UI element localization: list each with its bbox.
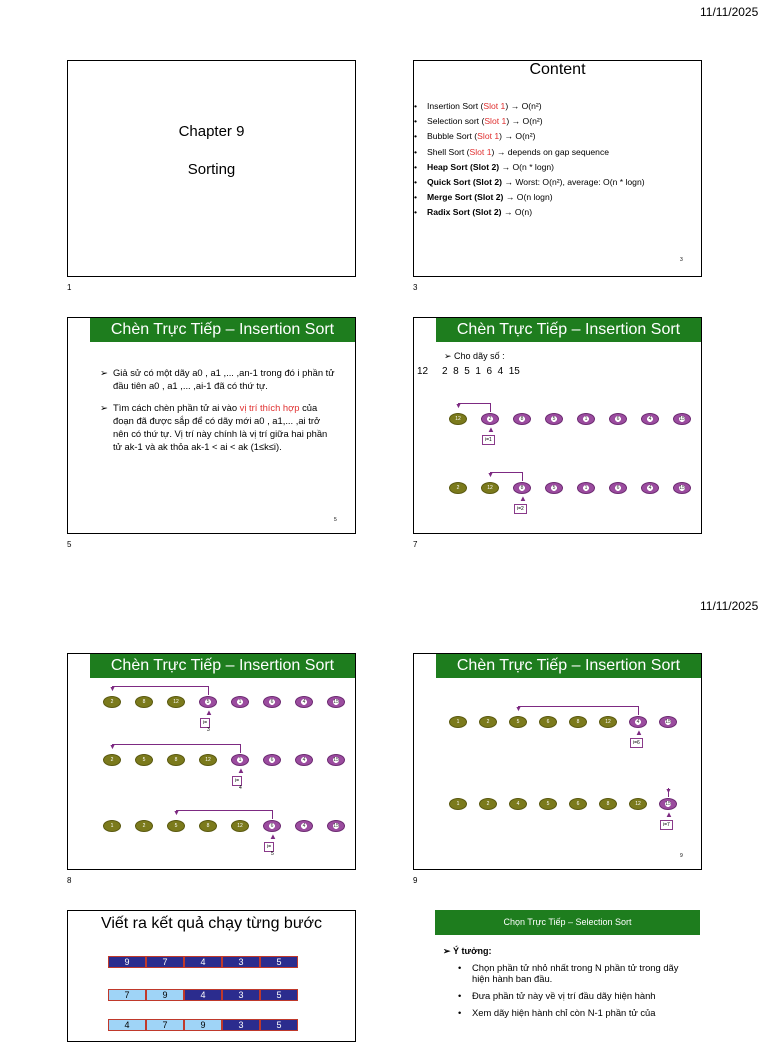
array-element: 1 <box>231 754 249 766</box>
step-index-label: i=6 <box>630 738 643 748</box>
bullet-text: Tìm cách chèn phần tử ai vào vị trí thích hợp của đoạn đã được sắp để có dãy mới a0 , a1,... ,ai trở nên có thứ tự. Vị trí này chính là vị trí giữa hai phần tử ak-1 và ak thỏa ak-1 < ai < ak (1≤k≤i). <box>113 401 328 453</box>
chapter-label: Chapter 9 <box>178 123 245 140</box>
arrow-down-icon: ▼ <box>173 810 180 817</box>
array-element: 15 <box>327 696 345 708</box>
array-element: 2 <box>103 696 121 708</box>
slide-title: Chèn Trực Tiếp – Insertion Sort <box>90 318 355 342</box>
bullet-text: Giả sử có một dãy a0 , a1 ,... ,an-1 trong đó i phần tử đầu tiên a0 , a1 ,... ,ai-1 đã có thứ tự. <box>113 367 335 392</box>
array-element: 1 <box>103 820 121 832</box>
array-element: 5 <box>167 820 185 832</box>
array-cell: 4 <box>108 1019 146 1031</box>
array-row <box>108 989 298 1001</box>
dot-bullet-icon: • <box>414 101 418 111</box>
slide-title: Viết ra kết quả chạy từng bước <box>100 915 323 932</box>
idea-list: • Chọn phần tử nhỏ nhất trong N phần tử trong dãy hiện hành ban đầu. • Đưa phần tử này về vị trí đầu dãy hiện hành • Xem dãy hiện hành chỉ còn N-1 phần tử của <box>458 962 679 1018</box>
array-element: 12 <box>629 798 647 810</box>
dot-bullet-icon: • <box>414 207 418 218</box>
dot-bullet-icon: • <box>414 131 418 142</box>
arrow-up-icon: ▲ <box>665 810 673 819</box>
arrow-down-icon: ▼ <box>109 686 116 693</box>
array-element: 12 <box>231 820 249 832</box>
array-cell: 7 <box>146 1019 184 1031</box>
array-element: 8 <box>199 820 217 832</box>
step-index-label: i=7 <box>660 820 673 830</box>
step-index-label: i= <box>200 718 210 728</box>
arrow-up-icon: ▲ <box>205 708 213 717</box>
step-row <box>414 782 701 842</box>
array-row <box>108 1019 298 1031</box>
step-row <box>414 403 701 443</box>
dot-bullet-icon: • <box>414 177 418 188</box>
content-item: • Selection sort (Slot 1) → O(n²) <box>414 114 701 129</box>
array-element: 12 <box>449 413 467 425</box>
shift-arrow <box>112 686 208 687</box>
shift-arrow <box>638 706 639 715</box>
arrow-up-icon: ▲ <box>269 832 277 841</box>
slide-title: Chọn Trực Tiếp – Selection Sort <box>435 910 700 935</box>
array-element: 12 <box>481 482 499 494</box>
slide-title: Chèn Trực Tiếp – Insertion Sort <box>436 654 701 678</box>
dot-bullet-icon: • <box>414 116 418 127</box>
array-cell: 4 <box>184 956 222 968</box>
array-element: 8 <box>513 413 531 425</box>
array-element: 8 <box>569 716 587 728</box>
array-element: 4 <box>295 820 313 832</box>
array-cell: 3 <box>222 1019 260 1031</box>
array-element: 2 <box>479 716 497 728</box>
arrow-down-icon: ▼ <box>515 706 522 713</box>
slide-number: 1 <box>67 283 72 292</box>
content-item: • Shell Sort (Slot 1) → depends on gap sequence <box>414 145 701 160</box>
slide-1 <box>67 60 356 277</box>
array-element: 15 <box>327 820 345 832</box>
array-element: 6 <box>263 696 281 708</box>
array-element: 8 <box>167 754 185 766</box>
array-element: 6 <box>263 820 281 832</box>
array-element: 6 <box>569 798 587 810</box>
step-row <box>68 742 355 797</box>
shift-arrow <box>176 810 272 811</box>
array-element: 5 <box>545 482 563 494</box>
slide-title: Chèn Trực Tiếp – Insertion Sort <box>90 654 355 678</box>
arrow-bullet-icon: ➢ <box>444 351 455 361</box>
arrow-down-icon: ▼ <box>109 744 116 751</box>
array-element: 5 <box>545 413 563 425</box>
step-index-label: i= <box>232 776 242 786</box>
array-element: 8 <box>599 798 617 810</box>
array-element: 12 <box>199 754 217 766</box>
array-element: 5 <box>539 798 557 810</box>
arrow-down-icon: ▼ <box>665 788 672 795</box>
array-element: 2 <box>479 798 497 810</box>
content-item: • Radix Sort (Slot 2) → O(n) <box>414 205 701 220</box>
shift-arrow <box>522 472 523 481</box>
slide-number: 8 <box>67 876 72 885</box>
array-cell: 3 <box>222 989 260 1001</box>
array-cell: 5 <box>260 989 298 1001</box>
array-cell: 9 <box>108 956 146 968</box>
array-element: 4 <box>641 482 659 494</box>
arrow-bullet-icon: ➢ <box>100 401 108 413</box>
arrow-down-icon: ▼ <box>487 472 494 479</box>
shift-arrow <box>490 472 522 473</box>
intro-text: ➢ Cho dãy số : <box>444 351 505 361</box>
content-item: • Bubble Sort (Slot 1) → O(n²) <box>414 129 701 144</box>
dot-bullet-icon: • <box>414 161 418 172</box>
dot-bullet-icon: • <box>458 990 462 1001</box>
array-element: 15 <box>327 754 345 766</box>
array-element: 2 <box>481 413 499 425</box>
slide-title: Content <box>529 61 586 78</box>
array-row <box>108 956 298 968</box>
array-element: 1 <box>231 696 249 708</box>
array-element: 12 <box>599 716 617 728</box>
content-list <box>414 99 701 221</box>
array-element: 1 <box>577 482 595 494</box>
slide-3 <box>413 60 702 277</box>
dot-bullet-icon: • <box>414 146 418 157</box>
arrow-bullet-icon: ➢ <box>443 946 454 956</box>
arrow-up-icon: ▲ <box>635 728 643 737</box>
array-element: 4 <box>641 413 659 425</box>
step-index-label: i=1 <box>482 435 495 445</box>
array-element: 15 <box>659 798 677 810</box>
slide-10 <box>67 910 356 1042</box>
step-row <box>414 468 701 512</box>
array-element: 15 <box>673 413 691 425</box>
shift-arrow <box>112 744 240 745</box>
step-index-label: i= <box>264 842 274 852</box>
shift-arrow <box>272 810 273 819</box>
array-element: 8 <box>513 482 531 494</box>
array-element: 2 <box>103 754 121 766</box>
array-element: 15 <box>659 716 677 728</box>
array-element: 4 <box>629 716 647 728</box>
array-element: 1 <box>449 798 467 810</box>
array-cell: 7 <box>108 989 146 1001</box>
array-cell: 3 <box>222 956 260 968</box>
array-element: 8 <box>135 696 153 708</box>
array-element: 2 <box>449 482 467 494</box>
array-element: 5 <box>509 716 527 728</box>
arrow-down-icon: ▼ <box>455 403 462 410</box>
array-element: 6 <box>609 482 627 494</box>
step-index-value: 3 <box>207 727 210 733</box>
dot-bullet-icon: • <box>414 192 418 203</box>
page-date: 11/11/2025 <box>700 5 759 19</box>
step-index-value: 4 <box>239 785 242 791</box>
step-index-value: 5 <box>271 851 274 857</box>
content-item: • Merge Sort (Slot 2) → O(n logn) <box>414 190 701 205</box>
slide-9 <box>413 653 702 870</box>
array-cell: 9 <box>146 989 184 1001</box>
slide-8 <box>67 653 356 870</box>
array-element: 1 <box>577 413 595 425</box>
slide-number: 5 <box>334 517 337 523</box>
content-item: • Insertion Sort (Slot 1) → O(n²) <box>414 99 701 114</box>
slide-number: 3 <box>413 283 418 292</box>
array-element: 5 <box>199 696 217 708</box>
array-cell: 7 <box>146 956 184 968</box>
arrow-up-icon: ▲ <box>237 766 245 775</box>
step-row <box>414 698 701 758</box>
shift-arrow <box>518 706 638 707</box>
content-item: • Quick Sort (Slot 2) → Worst: O(n²), average: O(n * logn) <box>414 175 701 190</box>
slide-7 <box>413 317 702 534</box>
slide-title: Sorting <box>187 161 236 178</box>
array-element: 4 <box>509 798 527 810</box>
slide-5 <box>67 317 356 534</box>
array-cell: 9 <box>184 1019 222 1031</box>
shift-arrow <box>208 686 209 695</box>
slide-number: 5 <box>67 540 72 549</box>
slide-number: 7 <box>413 540 418 549</box>
array-element: 4 <box>295 754 313 766</box>
content-item: • Heap Sort (Slot 2) → O(n * logn) <box>414 160 701 175</box>
step-index-label: i=2 <box>514 504 527 514</box>
array-cell: 5 <box>260 1019 298 1031</box>
array-cell: 4 <box>184 989 222 1001</box>
array-element: 6 <box>263 754 281 766</box>
array-element: 5 <box>135 754 153 766</box>
array-element: 6 <box>609 413 627 425</box>
idea-heading: ➢ Ý tưởng: <box>443 946 492 956</box>
arrow-up-icon: ▲ <box>519 494 527 503</box>
step-row <box>68 808 355 863</box>
slide-number: 9 <box>680 853 683 859</box>
slide-number: 9 <box>413 876 418 885</box>
shift-arrow <box>490 403 491 412</box>
slide-number: 3 <box>680 257 683 263</box>
array-element: 2 <box>135 820 153 832</box>
arrow-up-icon: ▲ <box>487 425 495 434</box>
arrow-bullet-icon: ➢ <box>100 367 108 378</box>
number-sequence: 12 2 8 5 1 6 4 15 <box>417 366 520 377</box>
step-row <box>68 684 355 734</box>
dot-bullet-icon: • <box>458 1007 462 1018</box>
shift-arrow <box>240 744 241 753</box>
array-element: 1 <box>449 716 467 728</box>
page-date: 11/11/2025 <box>700 599 759 613</box>
dot-bullet-icon: • <box>458 962 462 973</box>
array-cell: 5 <box>260 956 298 968</box>
slide-11 <box>413 910 700 1040</box>
slide-body <box>100 366 338 454</box>
array-element: 4 <box>295 696 313 708</box>
array-element: 15 <box>673 482 691 494</box>
array-element: 6 <box>539 716 557 728</box>
shift-arrow <box>458 403 490 404</box>
slide-title: Chèn Trực Tiếp – Insertion Sort <box>436 318 701 342</box>
array-element: 12 <box>167 696 185 708</box>
